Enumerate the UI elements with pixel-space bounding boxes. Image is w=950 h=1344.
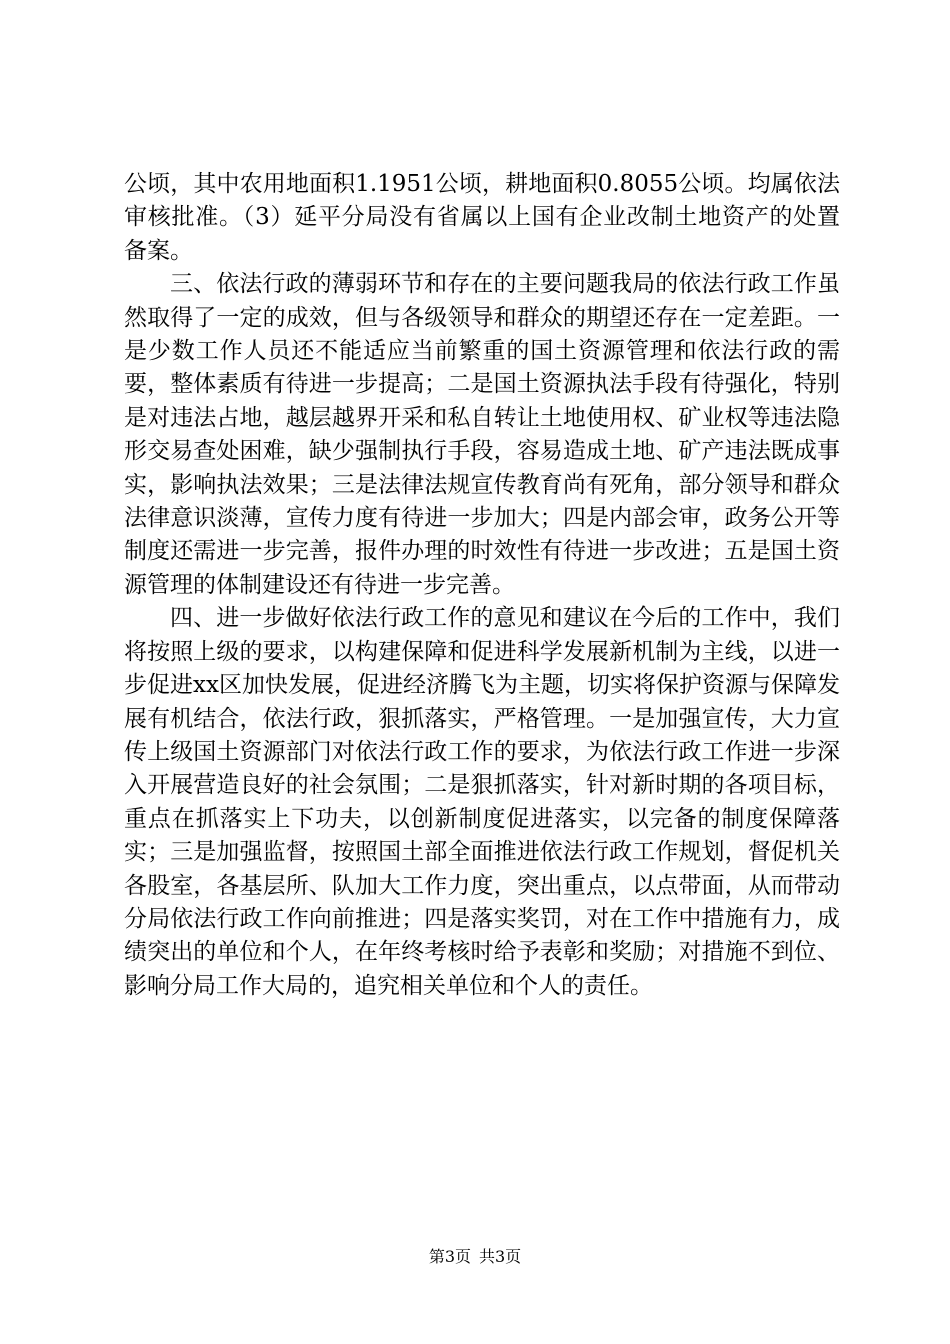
paragraph-section-four: 四、进一步做好依法行政工作的意见和建议在今后的工作中，我们将按照上级的要求，以构建保障和促进科学发展新机制为主线，以进一步促进xx区加快发展，促进经济腾飞为主题，切实将保护资源与保障发展有机结合，依法行政，狠抓落实，严格管理。一是加强宣传，大力宣传上级国土资源部门对依法行政工作的要求，为依法行政工作进一步深入开展营造良好的社会氛围；二是狠抓落实，针对新时期的各项目标，重点在抓落实上下功夫，以创新制度促进落实，以完备的制度保障落实；三是加强监督，按照国土部全面推进依法行政工作规划，督促机关各股室，各基层所、队加大工作力度，突出重点，以点带面，从而带动分局依法行政工作向前推进；四是落实奖罚，对在工作中措施有力，成绩突出的单位和个人，在年终考核时给予表彰和奖励；对措施不到位、影响分局工作大局的，追究相关单位和个人的责任。 <box>124 605 840 999</box>
paragraph-section-three: 三、依法行政的薄弱环节和存在的主要问题我局的依法行政工作虽然取得了一定的成效，但与各级领导和群众的期望还存在一定差距。一是少数工作人员还不能适应当前繁重的国土资源管理和依法行政的需要，整体素质有待进一步提高；二是国土资源执法手段有待强化，特别是对违法占地，越层越界开采和私自转让土地使用权、矿业权等违法隐形交易查处困难，缺少强制执行手段，容易造成土地、矿产违法既成事实，影响执法效果；三是法律法规宣传教育尚有死角，部分领导和群众法律意识淡薄，宣传力度有待进一步加大；四是内部会审，政务公开等制度还需进一步完善，报件办理的时效性有待进一步改进；五是国土资源管理的体制建设还有待进一步完善。 <box>124 271 840 598</box>
page-total: 共3页 <box>479 1247 522 1266</box>
document-body <box>124 168 840 1003</box>
paragraph-continuation: 公顷，其中农用地面积1.1951公顷，耕地面积0.8055公顷。均属依法审核批准。（3）延平分局没有省属以上国有企业改制土地资产的处置备案。 <box>124 171 840 264</box>
page-number: 第3页 <box>428 1247 471 1266</box>
page-footer <box>0 1247 950 1267</box>
